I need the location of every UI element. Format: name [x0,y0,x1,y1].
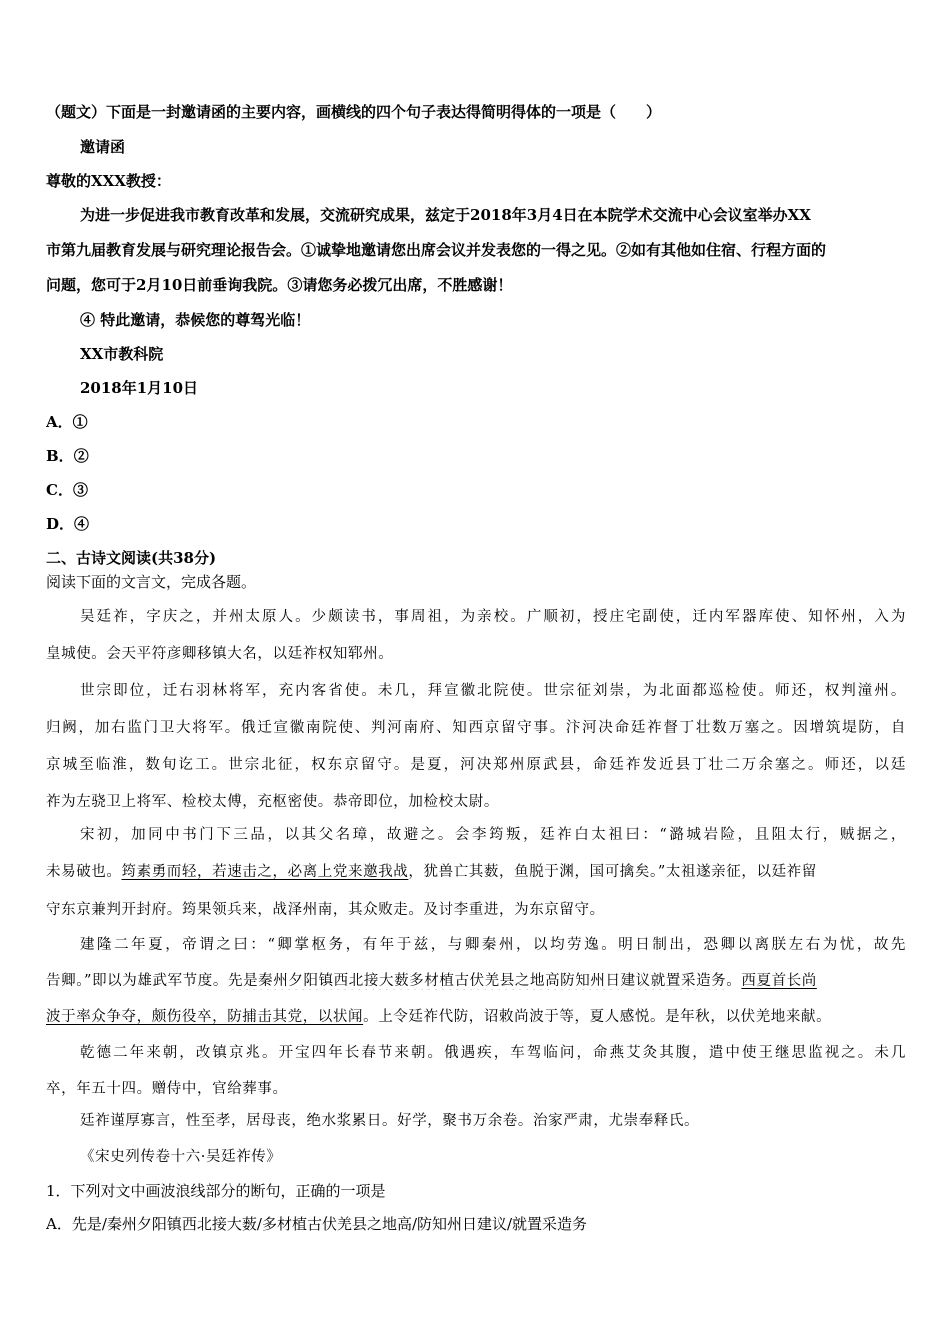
q1-option-a-letter: A． [46,1215,72,1233]
option-a-text: ① [72,413,88,431]
underlined-sentence-2-part2: 波于率众争夺，颇伤役卒，防捕击其党，以状闻 [46,1009,364,1025]
passage-p3-line2-start: 未易破也。 [46,864,122,880]
option-a[interactable] [46,411,906,432]
passage-p2-line3: 京城至临淮，数旬讫工。世宗北征，权东京留守。是夏，河决郑州原武县，命廷祚发近县丁壮二万余塞之。师还，以廷 [46,757,906,773]
passage-p5-line1: 乾德二年来朝，改镇京兆。开宝四年长春节来朝。俄遇疾，车驾临问，命燕艾灸其腹，遣中使王继思监视之。未几 [80,1045,906,1061]
option-c[interactable] [46,479,906,500]
passage-p3-line3: 守东京兼判开封府。筠果领兵来，战泽州南，其众败走。及讨李重进，为东京留守。 [46,902,605,918]
option-b-letter: B． [46,447,74,465]
option-c-text: ③ [72,481,88,499]
letter-body-line-1: 为进一步促进我市教育改革和发展，交流研究成果，兹定于2018年3月4日在本院学术交流中心会议室举办XX [80,206,811,224]
passage-p2-line2: 归阙，加右监门卫大将军。俄迁宣徽南院使、判河南府、知西京留守事。汴河决命廷祚督丁壮数万塞之。因增筑堤防，自 [46,720,906,736]
option-c-letter: C． [46,481,73,499]
letter-body-line-2: 市第九届教育发展与研究理论报告会。①诚挚地邀请您出席会议并发表您的一得之见。②如有其他如住宿、行程方面的 [46,241,827,259]
passage-p5-line2: 卒，年五十四。赠侍中，官给葬事。 [46,1081,288,1097]
letter-title: 邀请函 [80,138,126,156]
reading-instruction: 阅读下面的文言文，完成各题。 [46,573,257,591]
underlined-sentence-1: 筠素勇而轻，若速击之，必离上党来邀我战 [121,864,409,880]
letter-body-line-3: 问题，您可于2月10日前垂询我院。③请您务必拨冗出席，不胜感谢！ [46,276,513,294]
passage-p4-line3 [46,1005,906,1026]
passage-p1-line1: 吴廷祚，字庆之，并州太原人。少颇读书，事周祖，为亲校。广顺初，授庄宅副使，迁内军器库使、知怀州，入为 [80,609,906,625]
wavy-underlined-passage: 先是秦州夕阳镇西北接大薮多材植古伏羌县之地高防知州日建议就置采造务 [227,973,727,989]
letter-salutation: 尊敬的XXX教授： [46,172,171,190]
passage-p2-line4: 祚为左骁卫上将军、检校太傅，充枢密使。恭帝即位，加检校太尉。 [46,794,499,810]
passage-p6-line1: 廷祚谨厚寡言，性至孝，居母丧，绝水浆累日。好学，聚书万余卷。治家严肃，尤崇奉释氏。 [80,1113,700,1129]
passage-p3-line2-end: ，犹兽亡其薮，鱼脱于渊，国可擒矣。”太祖遂亲征，以廷祚留 [408,864,817,880]
passage-p4-line2-period: 。 [726,973,742,989]
option-b[interactable] [46,445,906,466]
passage-p3-line1: 宋初，加同中书门下三品，以其父名璋，故避之。会李筠叛，廷祚白太祖曰：“潞城岩险，且阻太行，贼据之， [80,827,906,843]
underlined-sentence-2-part1: 西夏首长尚 [741,973,817,989]
section-heading: 二、古诗文阅读(共38分) [46,549,217,567]
q1-option-a[interactable] [46,1213,906,1234]
passage-p4-line1: 建隆二年夏，帝谓之曰：“卿掌枢务，有年于兹，与卿秦州，以均劳逸。明日制出，恐卿以离朕左右为忧，故先 [80,937,906,953]
question-stem: （题文）下面是一封邀请函的主要内容，画横线的四个句子表达得简明得体的一项是（ ） [46,103,662,121]
passage-p1-line2: 皇城使。会天平符彦卿移镇大名，以廷祚权知郓州。 [46,646,394,662]
option-a-letter: A． [46,413,73,431]
passage-p3-line2 [46,860,906,881]
passage-p4-line3-end: 。上令廷祚代防，诏敕尚波于等，夏人感悦。是年秋，以伏羌地来献。 [363,1009,832,1025]
letter-signature: XX市教科院 [80,345,164,363]
letter-date: 2018年1月10日 [80,379,199,397]
option-b-text: ② [73,447,89,465]
passage-source: 《宋史列传卷十六·吴廷祚传》 [80,1149,282,1165]
option-d-letter: D． [46,515,75,533]
passage-p2-line1: 世宗即位，迁右羽林将军，充内客省使。未几，拜宣徽北院使。世宗征刘崇，为北面都巡检使。师还，权判潼州。 [80,683,906,699]
question-1: 1．下列对文中画波浪线部分的断句，正确的一项是 [46,1182,386,1200]
passage-p4-line2 [46,969,906,990]
option-d-text: ④ [74,515,90,533]
q1-option-a-text: 先是/秦州夕阳镇西北接大薮/多材植古伏羌县之地高/防知州日建议/就置采造务 [71,1215,588,1233]
letter-body-line-4: ④ 特此邀请，恭候您的尊驾光临！ [80,311,311,329]
passage-p4-line2-start: 告卿。”即以为雄武军节度。 [46,973,228,989]
option-d[interactable] [46,513,906,534]
